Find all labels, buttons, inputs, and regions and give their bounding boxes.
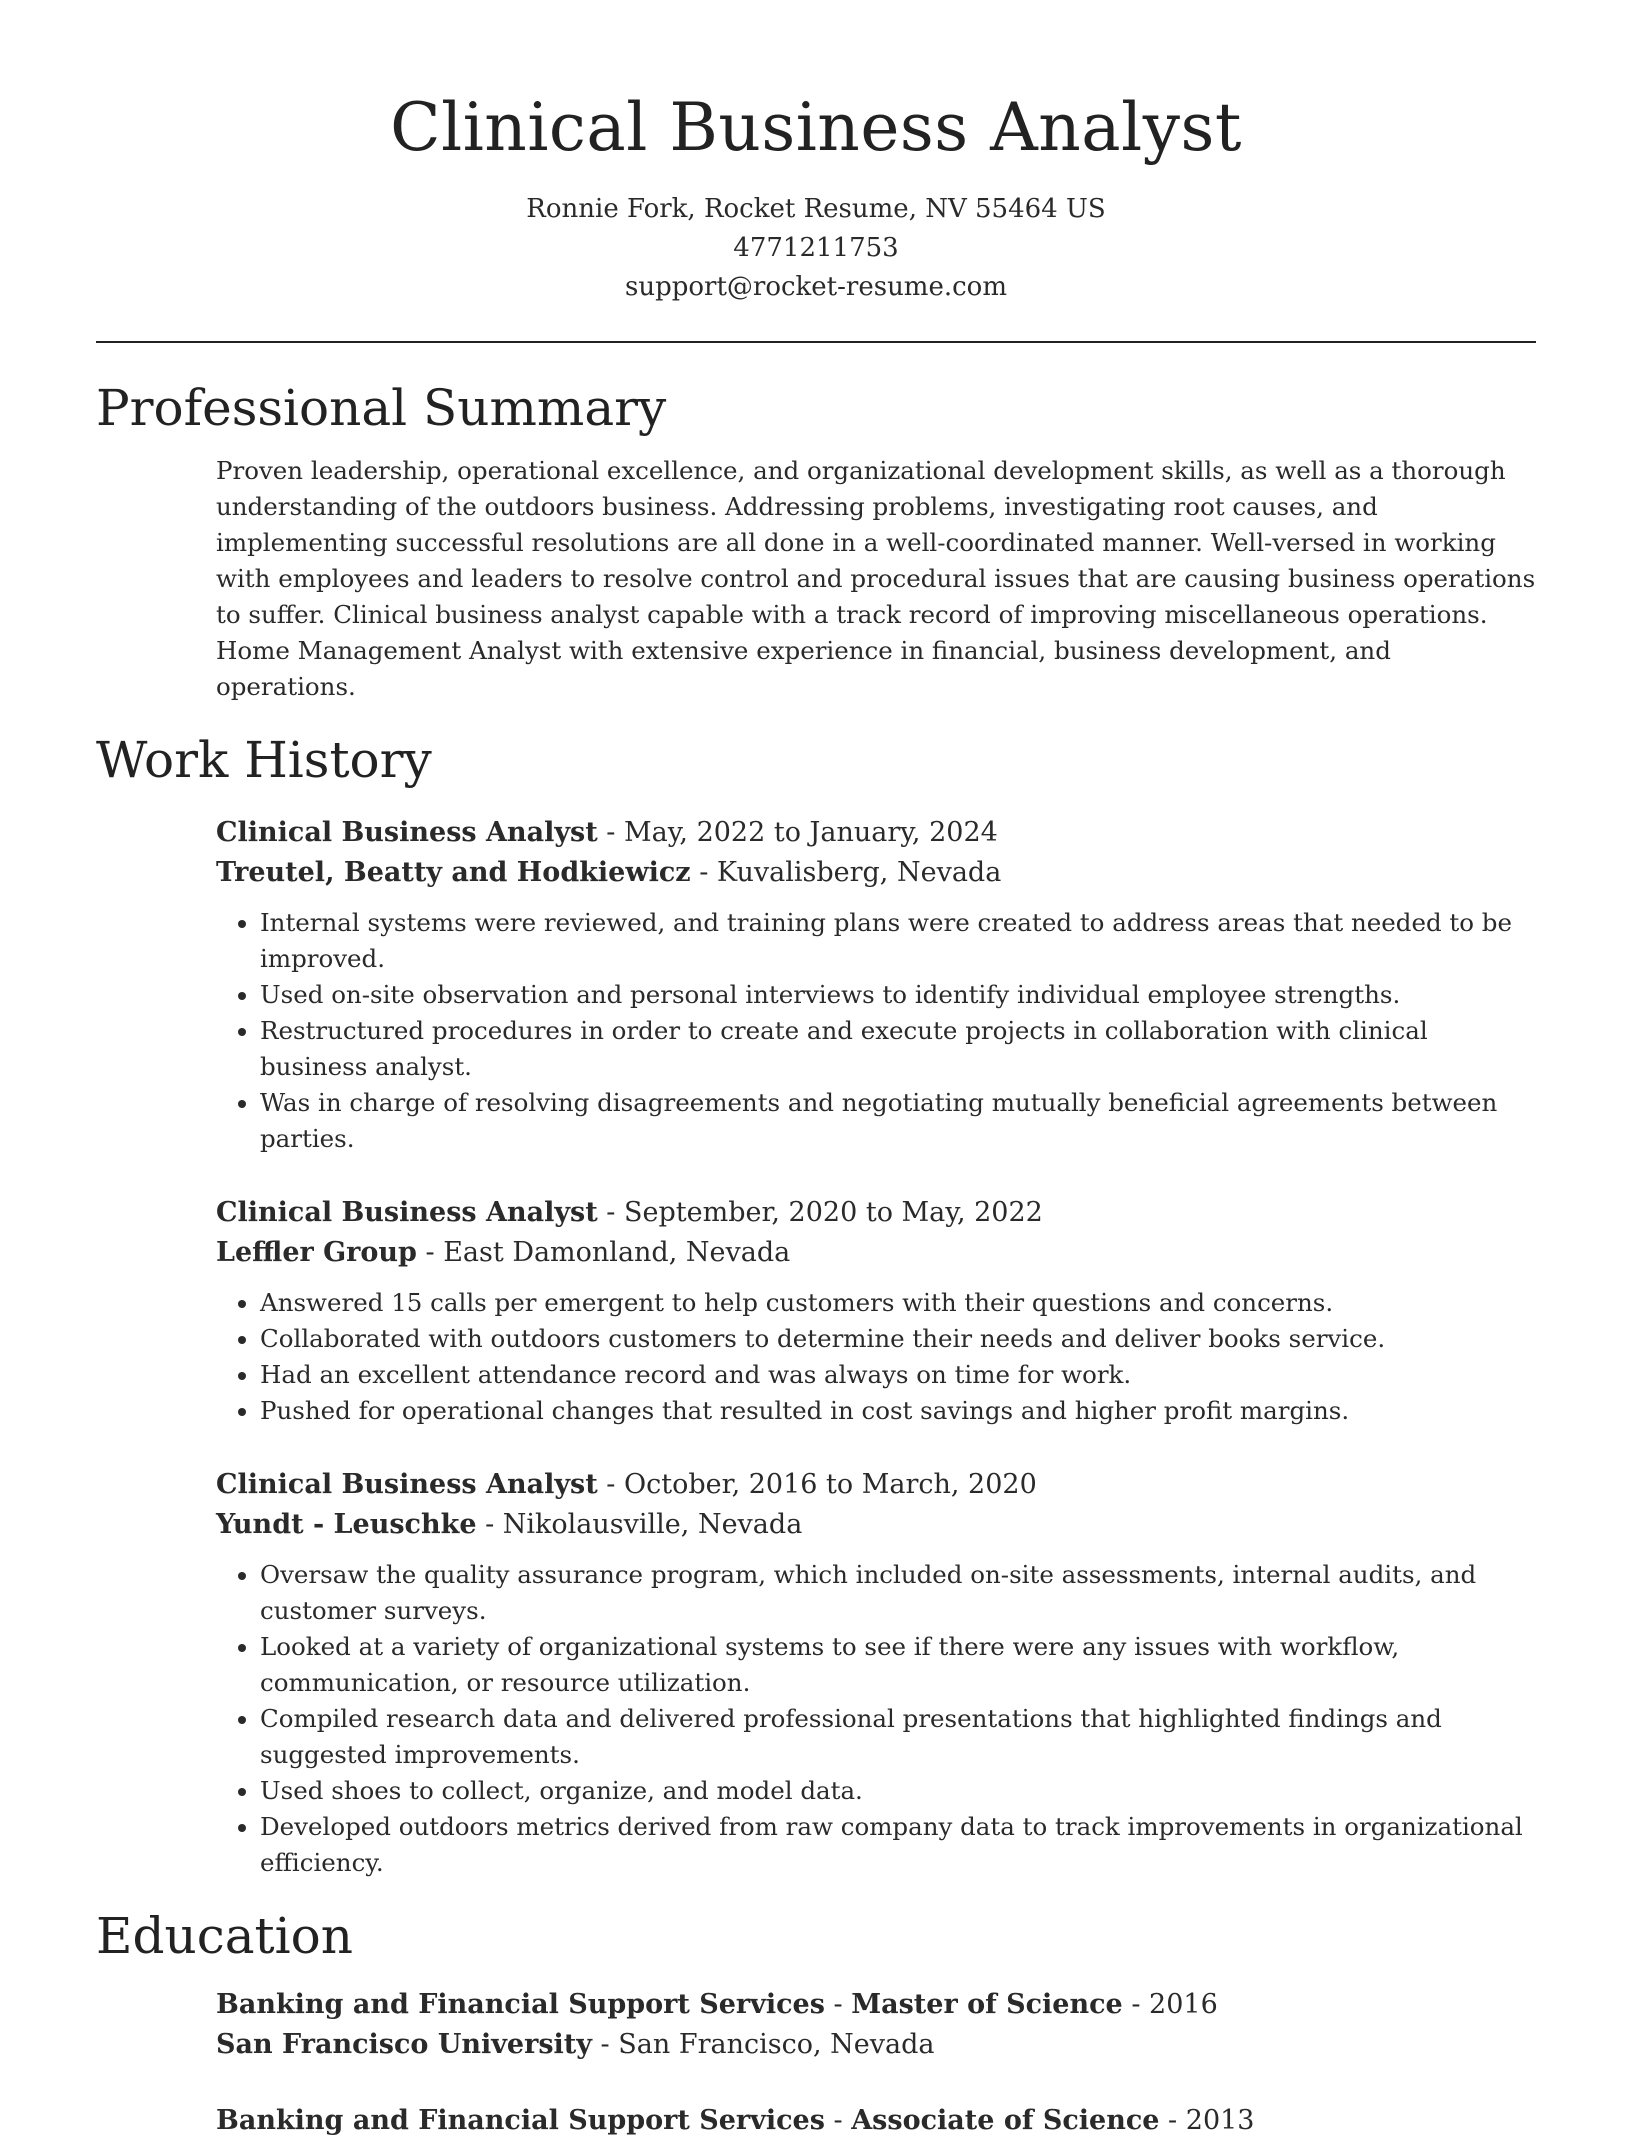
job-entry <box>216 1193 1536 1429</box>
resume-name: Clinical Business Analyst <box>390 89 1242 166</box>
separator: - <box>597 1469 624 1500</box>
list-item: • Had an excellent attendance record and was always on time for work. <box>260 1357 1536 1393</box>
separator: - <box>824 2105 852 2136</box>
job-location: Nikolausville, Nevada <box>502 1509 803 1540</box>
work-heading: Work History <box>96 731 432 789</box>
education-entry <box>216 2101 1536 2141</box>
education-location: San Francisco, Nevada <box>618 2029 935 2060</box>
list-item: • Collaborated with outdoors customers to determine their needs and deliver books service. <box>260 1321 1536 1357</box>
job-title: Clinical Business Analyst <box>216 817 598 848</box>
list-item: • Used shoes to collect, organize, and model data. <box>260 1773 1536 1809</box>
contact-block <box>96 190 1536 307</box>
job-list <box>216 813 1536 1881</box>
job-entry <box>216 813 1536 1157</box>
separator: - <box>597 1197 624 1228</box>
job-dates: September, 2020 to May, 2022 <box>624 1197 1043 1228</box>
job-title-line <box>216 1193 1536 1233</box>
job-location: East Damonland, Nevada <box>443 1237 791 1268</box>
education-year: 2016 <box>1149 1989 1218 2020</box>
job-company-line <box>216 1505 1536 1545</box>
job-company: Yundt - Leuschke <box>216 1509 477 1540</box>
list-item: • Restructured procedures in order to create and execute projects in collaboration with clinical business analyst. <box>260 1013 1536 1085</box>
education-year: 2013 <box>1185 2105 1255 2136</box>
list-item: • Used on-site observation and personal interviews to identify individual employee strengths. <box>260 977 1536 1013</box>
contact-phone: 4771211753 <box>733 233 899 263</box>
education-entry <box>216 1985 1536 2065</box>
list-item: • Oversaw the quality assurance program, which included on-site assessments, internal audits, and customer surveys. <box>260 1557 1536 1629</box>
job-dates: May, 2022 to January, 2024 <box>624 817 998 848</box>
list-item: • Answered 15 calls per emergent to help customers with their questions and concerns. <box>260 1285 1536 1321</box>
list-item: • Compiled research data and delivered professional presentations that highlighted findings and suggested improvements. <box>260 1701 1536 1773</box>
separator: - <box>597 817 624 848</box>
header-divider <box>96 341 1536 343</box>
education-school: San Francisco University <box>216 2029 592 2060</box>
separator: - <box>690 857 717 888</box>
list-item: • Developed outdoors metrics derived from raw company data to track improvements in organizational efficiency. <box>260 1809 1536 1881</box>
resume-page <box>96 0 1536 2141</box>
job-title-line <box>216 813 1536 853</box>
separator: - <box>476 1509 503 1540</box>
education-field: Banking and Financial Support Services <box>216 1989 825 2020</box>
job-bullets <box>216 1285 1536 1429</box>
list-item: • Pushed for operational changes that resulted in cost savings and higher profit margins. <box>260 1393 1536 1429</box>
job-company: Treutel, Beatty and Hodkiewicz <box>216 857 691 888</box>
education-section <box>96 1905 1536 2141</box>
job-dates: October, 2016 to March, 2020 <box>624 1469 1037 1500</box>
separator: - <box>824 1989 852 2020</box>
list-item: • Looked at a variety of organizational systems to see if there were any issues with workflow, communication, or resource utilization. <box>260 1629 1536 1701</box>
separator: - <box>1122 1989 1150 2020</box>
job-bullets <box>216 1557 1536 1881</box>
job-company: Leffler Group <box>216 1237 417 1268</box>
job-company-line <box>216 1233 1536 1273</box>
separator: - <box>1159 2105 1186 2136</box>
resume-header <box>96 0 1536 307</box>
job-title: Clinical Business Analyst <box>216 1197 598 1228</box>
summary-section <box>96 377 1536 705</box>
education-degree-line <box>216 2101 1536 2141</box>
contact-email: support@rocket-resume.com <box>624 272 1007 302</box>
education-list <box>216 1985 1536 2141</box>
education-school-line <box>216 2025 1536 2065</box>
summary-heading: Professional Summary <box>96 379 667 437</box>
education-degree-line <box>216 1985 1536 2025</box>
job-location: Kuvalisberg, Nevada <box>716 857 1002 888</box>
contact-address: Ronnie Fork, Rocket Resume, NV 55464 US <box>526 194 1106 224</box>
job-title: Clinical Business Analyst <box>216 1469 598 1500</box>
education-degree: Associate of Science <box>851 2105 1160 2136</box>
work-section <box>96 729 1536 1881</box>
education-heading: Education <box>96 1907 353 1965</box>
list-item: • Internal systems were reviewed, and training plans were created to address areas that needed to be improved. <box>260 905 1536 977</box>
summary-text: Proven leadership, operational excellence, and organizational development skills, as well as a thorough understanding of the outdoors business. Addressing problems, investigating root causes, and implementing successful resolutions are all done in a well-coordinated manner. Well-versed in working with employees and leaders to resolve control and procedural issues that are causing business operations to suffer. Clinical business analyst capable with a track record of improving miscellaneous operations. Home Management Analyst with extensive experience in financial, business development, and operations. <box>216 456 1536 701</box>
education-field: Banking and Financial Support Services <box>216 2105 825 2136</box>
job-company-line <box>216 853 1536 893</box>
list-item: • Was in charge of resolving disagreements and negotiating mutually beneficial agreements between parties. <box>260 1085 1536 1157</box>
education-degree: Master of Science <box>851 1989 1123 2020</box>
job-entry <box>216 1465 1536 1881</box>
separator: - <box>416 1237 444 1268</box>
job-title-line <box>216 1465 1536 1505</box>
job-bullets <box>216 905 1536 1157</box>
separator: - <box>591 2029 619 2060</box>
